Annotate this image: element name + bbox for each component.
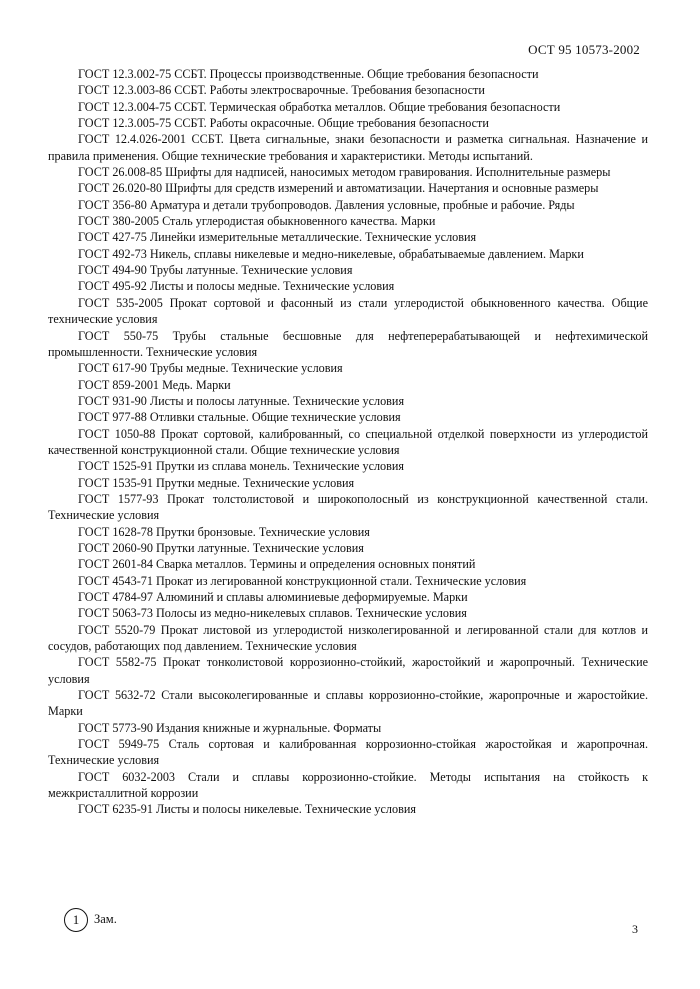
page-footer: [48, 908, 648, 938]
reference-item: ГОСТ 5632-72 Стали высоколегированные и сплавы коррозионно-стойкие, жаропрочные и жаростойкие. Марки: [48, 688, 648, 719]
reference-item: ГОСТ 380-2005 Сталь углеродистая обыкновенного качества. Марки: [78, 214, 436, 229]
reference-item: ГОСТ 12.3.003-86 ССБТ. Работы электросварочные. Требования безопасности: [78, 83, 485, 98]
reference-item: ГОСТ 6032-2003 Стали и сплавы коррозионно-стойкие. Методы испытания на стойкость к межкристаллитной коррозии: [48, 769, 648, 801]
reference-item: ГОСТ 2060-90 Прутки латунные. Технические условия: [78, 540, 364, 555]
change-number-circle: [64, 908, 88, 932]
reference-item: ГОСТ 1628-78 Прутки бронзовые. Технические условия: [78, 524, 370, 539]
reference-item: ГОСТ 617-90 Трубы медные. Технические условия: [78, 361, 343, 376]
reference-item: ГОСТ 5520-79 Прокат листовой из углеродистой низколегированной и легированной стали для котлов и сосудов, работающих под давлением. Технические условия: [48, 622, 648, 654]
reference-item: ГОСТ 1535-91 Прутки медные. Технические условия: [78, 475, 355, 490]
reference-item: ГОСТ 550-75 Трубы стальные бесшовные для нефтеперерабатывающей и нефтехимической промышленности. Технические условия: [48, 328, 648, 359]
reference-item: ГОСТ 12.3.002-75 ССБТ. Процессы производственные. Общие требования безопасности: [78, 67, 539, 81]
reference-item: ГОСТ 931-90 Листы и полосы латунные. Технические условия: [78, 393, 405, 408]
reference-item: ГОСТ 427-75 Линейки измерительные металлические. Технические условия: [78, 230, 477, 245]
reference-item: ГОСТ 2601-84 Сварка металлов. Термины и определения основных понятий: [78, 557, 476, 572]
reference-item: ГОСТ 5582-75 Прокат тонколистовой коррозионно-стойкий, жаростойкий и жаропрочный. Технические условия: [48, 655, 648, 686]
reference-item: ГОСТ 977-88 Отливки стальные. Общие технические условия: [78, 410, 401, 425]
reference-item: ГОСТ 4784-97 Алюминий и сплавы алюминиевые деформируемые. Марки: [78, 590, 468, 604]
reference-item: ГОСТ 492-73 Никель, сплавы никелевые и медно-никелевые, обрабатываемые давлением. Марки: [78, 246, 584, 261]
reference-item: ГОСТ 12.3.004-75 ССБТ. Термическая обработка металлов. Общие требования безопасности: [78, 99, 561, 114]
page-number: 3: [632, 922, 638, 936]
reference-item: ГОСТ 6235-91 Листы и полосы никелевые. Технические условия: [78, 802, 416, 817]
change-label: Зам.: [94, 912, 117, 926]
reference-item: ГОСТ 535-2005 Прокат сортовой и фасонный из стали углеродистой обыкновенного качества. Общие технические условия: [48, 295, 648, 327]
document-code: ОСТ 95 10573-2002: [528, 42, 640, 57]
reference-item: ГОСТ 356-80 Арматура и детали трубопроводов. Давления условные, пробные и рабочие. Ряды: [78, 197, 575, 212]
reference-item: ГОСТ 1577-93 Прокат толстолистовой и широкополосный из конструкционной качественной стали. Технические условия: [48, 491, 648, 523]
reference-item: ГОСТ 859-2001 Медь. Марки: [78, 377, 231, 392]
reference-item: ГОСТ 494-90 Трубы латунные. Технические условия: [78, 263, 353, 278]
reference-item: ГОСТ 5063-73 Полосы из медно-никелевых сплавов. Технические условия: [78, 606, 467, 621]
reference-list: [48, 66, 648, 818]
reference-item: ГОСТ 1050-88 Прокат сортовой, калиброванный, со специальной отделкой поверхности из углеродистой качественной конструкционной стали. Общие технические условия: [48, 426, 648, 457]
reference-item: ГОСТ 26.020-80 Шрифты для средств измерений и автоматизации. Начертания и основные размеры: [78, 181, 599, 196]
reference-item: ГОСТ 495-92 Листы и полосы медные. Технические условия: [78, 279, 395, 294]
change-number: 1: [72, 912, 80, 927]
reference-item: ГОСТ 5773-90 Издания книжные и журнальные. Форматы: [78, 720, 382, 735]
reference-item: ГОСТ 26.008-85 Шрифты для надписей, наносимых методом гравирования. Исполнительные размеры: [78, 165, 611, 180]
reference-item: ГОСТ 12.3.005-75 ССБТ. Работы окрасочные. Общие требования безопасности: [78, 116, 489, 131]
reference-item: ГОСТ 4543-71 Прокат из легированной конструкционной стали. Технические условия: [78, 573, 527, 588]
reference-item: ГОСТ 12.4.026-2001 ССБТ. Цвета сигнальные, знаки безопасности и разметка сигнальная. Назначение и правила применения. Общие технические требования и характеристики. Методы испытаний.: [48, 132, 648, 163]
reference-item: ГОСТ 1525-91 Прутки из сплава монель. Технические условия: [78, 459, 405, 474]
reference-item: ГОСТ 5949-75 Сталь сортовая и калиброванная коррозионно-стойкая жаростойкая и жаропрочная. Технические условия: [48, 737, 648, 768]
